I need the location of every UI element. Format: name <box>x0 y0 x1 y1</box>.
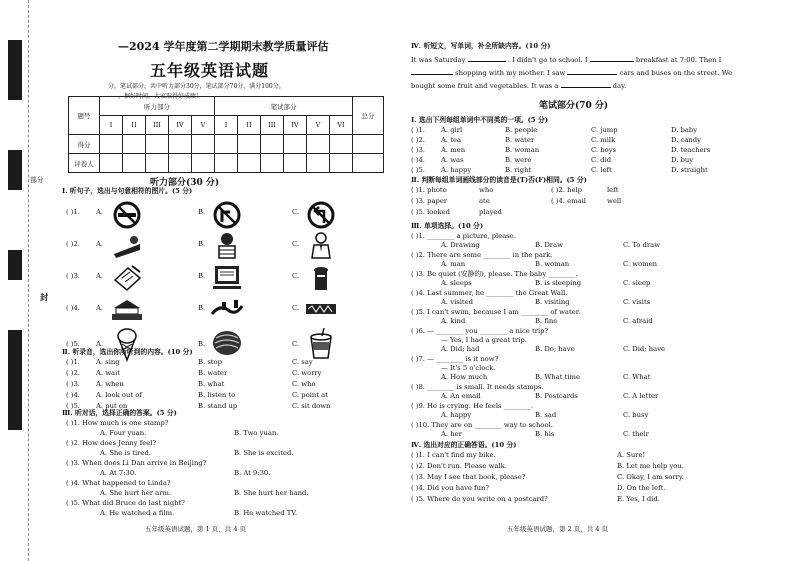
option-d: D. buy <box>671 156 694 164</box>
score-table-numeral: IV <box>284 116 307 135</box>
exam-note-line-1: 分，笔试部分，共中听力部分30分，笔试部分70分，满分100分。 <box>108 83 285 90</box>
question-text: ( )5. I can't swim, because I am ________ of water. <box>411 308 581 316</box>
option-b: B. She hurt her hand. <box>234 489 309 497</box>
question-text: ( )7. — ________ is it now? <box>411 355 499 363</box>
option-b: B. is sleeping <box>535 279 582 287</box>
binding-seal-mark: 封 <box>40 292 48 302</box>
option-c: C. point at <box>292 391 328 399</box>
option-c: C. visits <box>623 298 651 306</box>
option-a: A. She is tired. <box>100 449 151 457</box>
no-entry-sign-image <box>110 200 144 230</box>
option-a: A. when <box>96 380 124 388</box>
option-label: C. <box>292 208 300 216</box>
option-a: A. her <box>441 430 462 438</box>
passage-text: bought some fruit and vegetables. It was a <box>411 82 559 90</box>
option-b: B. What time <box>535 373 580 381</box>
option-a: A. An email <box>441 392 481 400</box>
option-b: B. Two yuan. <box>234 429 279 437</box>
question-word: ( )2. help <box>551 186 583 194</box>
passage-line-3 <box>411 82 626 90</box>
option-c: C. boys <box>591 146 617 154</box>
option-b: B. water <box>198 369 228 377</box>
score-table-numeral: V <box>192 116 215 135</box>
option-b: B. what <box>198 380 225 388</box>
score-table-numeral: I <box>215 116 238 135</box>
listening-part2-title: Ⅱ. 听录音，选出你所听到的内容。(10 分) <box>62 348 193 356</box>
score-table-numeral: I <box>100 116 123 135</box>
option-c: C. sit down <box>292 402 331 410</box>
option-a: A. kind <box>441 317 466 325</box>
option-c: C. worry <box>292 369 322 377</box>
option-a: A. Drawing <box>441 241 480 249</box>
question-response: — Yes, I had a great trip. <box>441 336 527 344</box>
option-c: C. who <box>292 380 316 388</box>
option-c: C. To draw <box>623 241 661 249</box>
option-c: C. their <box>623 430 649 438</box>
question-text: ( )2. Don't run. Please walk. <box>411 462 507 470</box>
response-option: C. Okay, I am sorry. <box>617 473 684 481</box>
compare-word: well <box>607 197 622 205</box>
question-text: ( )1. ________ a picture, please. <box>411 232 516 240</box>
no-left-turn-sign-image <box>304 200 338 230</box>
option-b: B. Do; have <box>535 345 575 353</box>
passage-text: cars and buses on the street. We <box>619 69 733 77</box>
option-a: A. visited <box>441 298 474 306</box>
man-in-suit-image <box>304 230 338 260</box>
option-b: B. woman <box>535 260 570 268</box>
passage-text: shopping with my mother. I saw <box>455 69 566 77</box>
snake-image <box>304 294 338 324</box>
question-number: ( )1. <box>411 126 425 134</box>
question-text: ( )2. There are some ________ in the park. <box>411 251 553 259</box>
option-c: C. jump <box>591 126 618 134</box>
written-part3-title: Ⅲ. 单项选择。(10 分) <box>411 222 484 230</box>
boy-smiling-image <box>210 230 244 260</box>
side-label: 部分 <box>30 176 44 184</box>
option-a: A. men <box>441 146 466 154</box>
compare-word: left <box>607 186 619 194</box>
option-b: B. Postcards <box>535 392 578 400</box>
exam-note-line-2: ，据好时间，大家取得好成绩！ <box>118 93 203 100</box>
score-table-score-label: 得分 <box>69 135 100 154</box>
question-text: ( )4. Did you have fun? <box>411 484 490 492</box>
question-number: ( )1. <box>66 208 80 216</box>
question-text: ( )6. — ________ you ________ a nice trip? <box>411 327 549 335</box>
question-text: ( )1. I can't find my bike. <box>411 451 496 459</box>
option-a: A. At 7:30. <box>100 469 137 477</box>
question-text: ( )4. What happened to Linda? <box>66 479 171 487</box>
option-label: A. <box>96 304 104 312</box>
option-c: C. did <box>591 156 612 164</box>
option-c: C. women <box>623 260 658 268</box>
written-part1-title: Ⅰ. 选出下列每组单词中不同类的一项。(5 分) <box>411 116 548 124</box>
question-number: ( )3. <box>411 146 425 154</box>
option-d: D. candy <box>671 136 701 144</box>
written-part4-title: Ⅳ. 选出对应的正确答语。(10 分) <box>411 441 517 449</box>
score-table <box>68 96 384 173</box>
option-d: D. straight <box>671 166 708 174</box>
question-number: ( )4. <box>411 156 425 164</box>
great-wall-image <box>210 294 244 324</box>
blank-field[interactable] <box>411 74 453 75</box>
option-a: A. man <box>441 260 466 268</box>
option-a: A. He watched a film. <box>100 509 175 517</box>
question-text: ( )3. When does Li Dan arrive in Beijing? <box>66 459 207 467</box>
question-text: ( )3. May I see that book, please? <box>411 473 526 481</box>
option-b: B. were <box>505 156 532 164</box>
written-section-header: 笔试部分(70 分) <box>539 101 609 111</box>
option-b: B. He watched TV. <box>234 509 298 517</box>
option-b: B. Draw <box>535 241 563 249</box>
option-label: B. <box>198 240 206 248</box>
passage-text: day. <box>612 82 627 90</box>
option-c: C. What <box>623 373 651 381</box>
question-number: ( )2. <box>66 369 80 377</box>
option-b: B. visiting <box>535 298 570 306</box>
option-c: C. say <box>292 358 313 366</box>
passage-text: breakfast at 7:00. Then I <box>635 56 722 64</box>
question-number: ( )2. <box>411 136 425 144</box>
score-table-numeral: III <box>146 116 169 135</box>
passage-text: It was Saturday <box>411 56 466 64</box>
option-c: C. sleep <box>623 279 651 287</box>
option-label: A. <box>96 208 104 216</box>
watermelon-image <box>210 328 244 358</box>
option-d: D. baby <box>671 126 698 134</box>
option-b: B. people <box>505 126 538 134</box>
question-word: ( )4. email <box>551 197 586 205</box>
question-text: ( )5. What did Bruce do last night? <box>66 499 185 507</box>
option-b: B. his <box>535 430 555 438</box>
question-number: ( )3. <box>66 380 80 388</box>
option-a: A. Did; had <box>441 345 480 353</box>
response-option: D. On the left. <box>617 484 666 492</box>
option-c: C. afraid <box>623 317 653 325</box>
blank-field[interactable] <box>590 61 634 62</box>
compare-word: played <box>479 208 502 216</box>
blank-field[interactable] <box>561 87 611 88</box>
option-label: B. <box>198 272 206 280</box>
question-word: ( )3. paper <box>411 197 448 205</box>
option-b: B. She is excited. <box>234 449 294 457</box>
person-lying-image <box>110 230 144 260</box>
question-word: ( )5. looked <box>411 208 450 216</box>
exam-page-2 <box>397 0 794 561</box>
option-c: C. Did; have <box>623 345 665 353</box>
option-label: B. <box>198 304 206 312</box>
question-number: ( )5. <box>411 166 425 174</box>
option-label: B. <box>198 340 206 348</box>
listening-part1-title: Ⅰ. 听句子，选出与句意相符的图片。(5 分) <box>62 187 193 195</box>
page-footer: 五年级英语试题，第 1 页，共 4 页 <box>145 525 247 533</box>
listening-part4-title: Ⅳ. 听短文，写单词，补全所缺内容。(10 分) <box>411 42 551 50</box>
option-label: C. <box>292 340 300 348</box>
drink-cup-image <box>304 326 338 362</box>
option-label: C. <box>292 240 300 248</box>
option-a: A. tea <box>441 136 462 144</box>
score-table-numeral: III <box>261 116 284 135</box>
ice-cream-image <box>110 326 144 362</box>
option-d: D. teachers <box>671 146 711 154</box>
question-number: ( )2. <box>66 240 80 248</box>
option-a: A. was <box>441 156 464 164</box>
written-part2-title: Ⅱ. 判断每组单词画线部分的读音是(T)否(F)相同。(5 分) <box>411 176 587 184</box>
question-number: ( )1. <box>66 358 80 366</box>
question-number: ( )4. <box>66 391 80 399</box>
option-a: A. look out of <box>96 391 142 399</box>
option-a: A. Four yuan. <box>100 429 147 437</box>
question-text: ( )10. They are on ________ way to school. <box>411 421 553 429</box>
option-a: A. She hurt her arm. <box>100 489 172 497</box>
option-a: A. sleeps <box>441 279 472 287</box>
option-label: A. <box>96 272 104 280</box>
score-table-numeral: IV <box>169 116 192 135</box>
listening-section-header: 听力部分(30 分) <box>150 178 220 188</box>
mailbox-image <box>304 262 338 292</box>
score-table-header-listening: 听力部分 <box>100 97 215 116</box>
option-b: B. stop <box>198 358 222 366</box>
response-option: E. Yes, I did. <box>617 495 660 503</box>
score-table-numeral: II <box>238 116 261 135</box>
question-text: ( )2. How does Jenny feel? <box>66 439 157 447</box>
question-response: — It's 5 o'clock. <box>441 364 496 372</box>
passage-line-1 <box>411 56 721 64</box>
computer-screen-image <box>210 262 244 292</box>
question-number: ( )4. <box>66 304 80 312</box>
option-b: B. fine <box>535 317 558 325</box>
compare-word: who <box>479 186 494 194</box>
score-table-header-item: 题号 <box>69 97 100 135</box>
listening-part3-title: Ⅲ. 听对话，选择正确的答案。(5 分) <box>62 409 177 417</box>
question-text: ( )3. Be quiet (安静的), please. The baby ________. <box>411 270 578 278</box>
exam-subtitle: 五年级英语试题 <box>150 61 270 80</box>
option-b: B. stand up <box>198 402 238 410</box>
option-label: C. <box>292 304 300 312</box>
question-number: ( )3. <box>66 272 80 280</box>
option-a: A. sing <box>96 358 120 366</box>
response-option: A. Sure! <box>617 451 646 459</box>
option-b: B. At 9:30. <box>234 469 271 477</box>
score-table-numeral: V <box>307 116 330 135</box>
option-b: B. sad <box>535 411 557 419</box>
page-footer: 五年级英语试题，第 2 页，共 4 页 <box>507 525 609 533</box>
option-c: C. left <box>591 166 612 174</box>
option-c: C. milk <box>591 136 616 144</box>
question-word: ( )1. photo <box>411 186 447 194</box>
option-a: A. happy <box>441 411 472 419</box>
option-b: B. right <box>505 166 532 174</box>
question-text: ( )1. How much is one stamp? <box>66 419 169 427</box>
fold-line <box>28 0 29 561</box>
question-number: ( )5. <box>66 402 80 410</box>
option-label: B. <box>198 208 206 216</box>
option-a: A. happy <box>441 166 472 174</box>
tiananmen-image <box>110 294 144 324</box>
option-b: B. listen to <box>198 391 236 399</box>
option-b: B. water <box>505 136 535 144</box>
option-a: A. put on <box>96 402 128 410</box>
blank-field[interactable] <box>468 61 506 62</box>
question-text: ( )9. He is crying. He feels ________. <box>411 402 534 410</box>
score-table-header-total: 总分 <box>353 97 384 135</box>
no-turn-sign-image <box>210 200 244 230</box>
passage-line-2 <box>411 69 732 77</box>
option-c: C. busy <box>623 411 649 419</box>
question-text: ( )8. ________ is small. It needs stamps. <box>411 383 544 391</box>
option-a: A. girl <box>441 126 463 134</box>
score-table-header-written: 笔试部分 <box>215 97 353 116</box>
option-b: B. woman <box>505 146 540 154</box>
question-text: ( )5. Where do you write on a postcard? <box>411 495 548 503</box>
option-a: A. wait <box>96 369 121 377</box>
exam-title: —2024 学年度第二学期期末教学质量评估 <box>118 40 329 53</box>
score-table-grader-label: 评卷人 <box>69 154 100 173</box>
option-c: C. A letter <box>623 392 659 400</box>
question-text: ( )4. Last summer, he ________ the Great Wall. <box>411 289 568 297</box>
compare-word: ate <box>479 197 490 205</box>
question-number: ( )5. <box>66 340 80 348</box>
option-label: C. <box>292 272 300 280</box>
option-label: A. <box>96 340 104 348</box>
writing-letter-image <box>110 262 144 292</box>
option-a: A. How much <box>441 373 488 381</box>
score-table-numeral: VI <box>330 116 353 135</box>
passage-text: . I didn't go to school. I <box>507 56 588 64</box>
response-option: B. Let me help you. <box>617 462 684 470</box>
score-table-numeral: II <box>123 116 146 135</box>
blank-field[interactable] <box>567 74 617 75</box>
option-label: A. <box>96 240 104 248</box>
